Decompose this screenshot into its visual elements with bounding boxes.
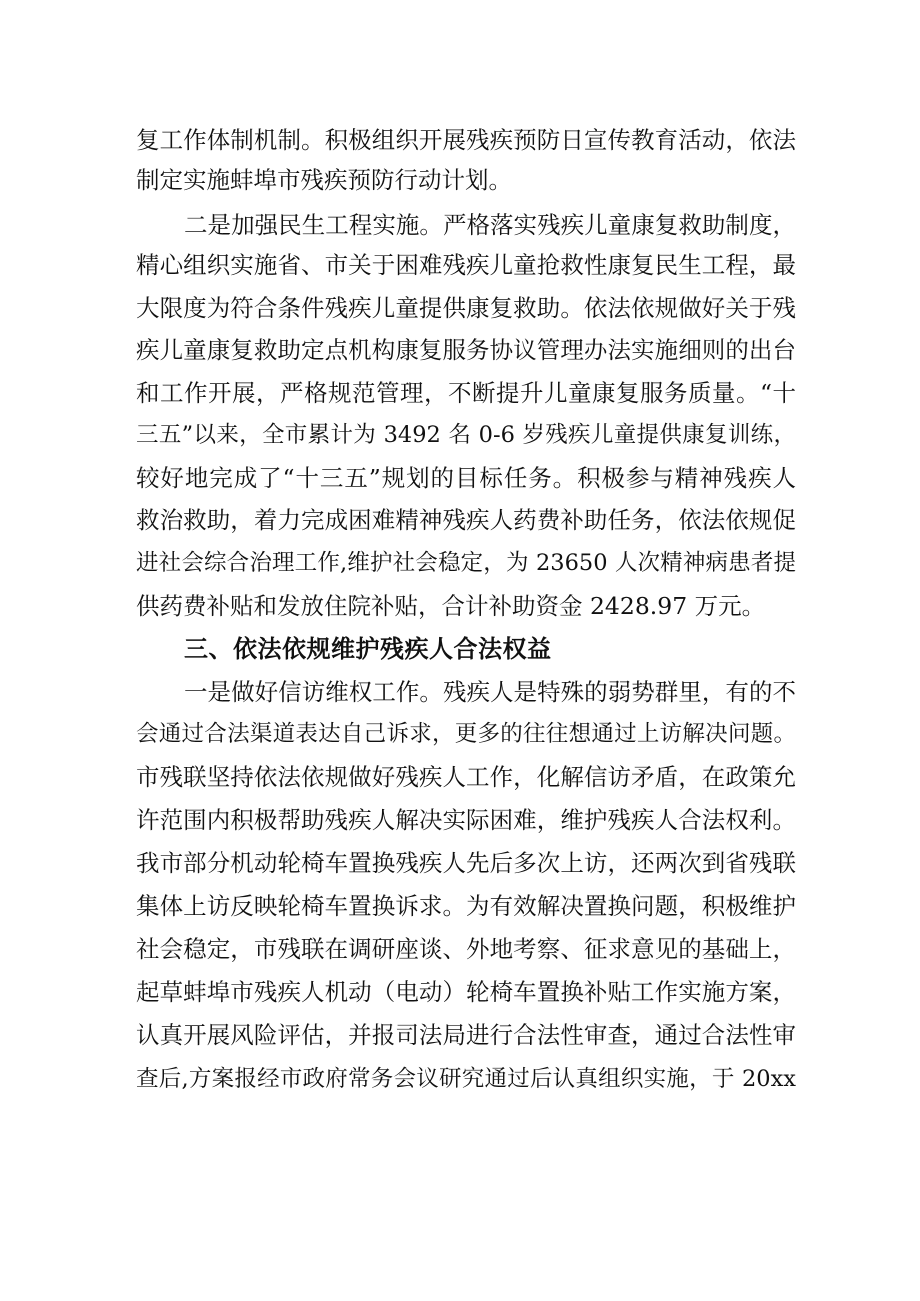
paragraph-line: 会通过合法渠道表达自己诉求，更多的往往想通过上访解决问题。 (136, 721, 796, 747)
paragraph-line: 大限度为符合条件残疾儿童提供康复救助。依法依规做好关于残 (136, 294, 796, 322)
paragraph-line: 一是做好信访维权工作。残疾人是特殊的弱势群里，有的不 (184, 678, 796, 706)
paragraph-line: 查后,方案报经市政府常务会议研究通过后认真组织实施，于 20xx (136, 1066, 796, 1092)
paragraph-line: 和工作开展，严格规范管理，不断提升儿童康复服务质量。“十 (136, 379, 796, 407)
paragraph-line: 集体上访反映轮椅车置换诉求。为有效解决置换问题，积极维护 (136, 892, 796, 920)
paragraph-line: 精心组织实施省、市关于困难残疾儿童抢救性康复民生工程，最 (136, 251, 796, 279)
section-heading: 三、依法依规维护残疾人合法权益 (184, 635, 552, 663)
paragraph-line: 二是加强民生工程实施。严格落实残疾儿童康复救助制度， (184, 211, 796, 239)
paragraph-line: 供药费补贴和发放住院补贴，合计补助资金 2428.97 万元。 (136, 592, 766, 620)
paragraph-line: 三五”以来，全市累计为 3492 名 0-6 岁残疾儿童提供康复训练， (136, 422, 796, 448)
paragraph-line: 制定实施蚌埠市残疾预防行动计划。 (136, 166, 512, 194)
paragraph-line: 认真开展风险评估，并报司法局进行合法性审查，通过合法性审 (136, 1021, 796, 1049)
paragraph-line: 较好地完成了“十三五”规划的目标任务。积极参与精神残疾人 (136, 464, 796, 492)
paragraph-line: 复工作体制机制。积极组织开展残疾预防日宣传教育活动，依法 (136, 126, 796, 154)
paragraph-line: 我市部分机动轮椅车置换残疾人先后多次上访，还两次到省残联 (136, 849, 796, 877)
paragraph-line: 起草蚌埠市残疾人机动（电动）轮椅车置换补贴工作实施方案， (136, 978, 796, 1006)
paragraph-line: 进社会综合治理工作,维护社会稳定，为 23650 人次精神病患者提 (136, 550, 796, 576)
paragraph-line: 市残联坚持依法依规做好残疾人工作，化解信访矛盾，在政策允 (136, 763, 796, 791)
paragraph-line: 社会稳定，市残联在调研座谈、外地考察、征求意见的基础上， (136, 935, 796, 963)
paragraph-line: 疾儿童康复救助定点机构康复服务协议管理办法实施细则的出台 (136, 336, 796, 364)
paragraph-line: 救治救助，着力完成困难精神残疾人药费补助任务，依法依规促 (136, 506, 796, 534)
paragraph-line: 许范围内积极帮助残疾人解决实际困难，维护残疾人合法权利。 (136, 806, 796, 834)
